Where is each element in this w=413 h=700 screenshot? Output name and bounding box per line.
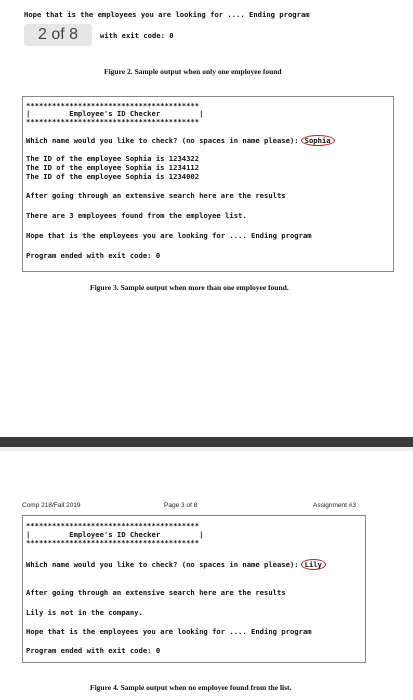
name-input-value[interactable]: Sophia: [301, 135, 335, 146]
console-hope-line-top: Hope that is the employees you are looking for .... Ending program: [24, 10, 310, 19]
prompt-text: Which name would you like to check? (no spaces in name please):: [26, 560, 299, 569]
exit-code-line-top: with exit code: 0: [100, 31, 174, 40]
ended-line: Program ended with exit code: 0: [26, 646, 161, 655]
prompt-line: [26, 559, 326, 570]
page-gap: [0, 447, 413, 451]
stars-bottom: ****************************************: [26, 117, 200, 126]
prompt-text: Which name would you like to check? (no spaces in name please):: [26, 136, 299, 145]
search-line: After going through an extensive search here are the results: [26, 588, 286, 597]
stars-top: ****************************************: [26, 101, 200, 110]
not-found-line: Lily is not in the company.: [26, 608, 143, 617]
page-counter-badge: 2 of 8: [24, 24, 92, 46]
stars-top: ****************************************: [26, 521, 200, 530]
name-input-value[interactable]: Lily: [301, 559, 326, 570]
hope-line: Hope that is the employees you are looking for .... Ending program: [26, 231, 312, 240]
figure2-caption: Figure 2. Sample output when only one employee found: [104, 67, 282, 76]
search-line: After going through an extensive search here are the results: [26, 191, 286, 200]
title-line: | Employee's ID Checker |: [26, 530, 204, 539]
found-count-line: There are 3 employees found from the employee list.: [26, 211, 247, 220]
figure3-caption: Figure 3. Sample output when more than one employee found.: [90, 283, 289, 292]
ended-line: Program ended with exit code: 0: [26, 251, 161, 260]
stars-bottom: ****************************************: [26, 538, 200, 547]
hope-line: Hope that is the employees you are looking for .... Ending program: [26, 627, 312, 636]
result-line-1: The ID of the employee Sophia is 1234322: [26, 154, 200, 163]
assignment-label: Assignment #3: [313, 502, 356, 509]
prompt-line: [26, 135, 335, 146]
console-output-multiple: [22, 96, 394, 272]
figure4-caption: Figure 4. Sample output when no employee found from the list.: [90, 683, 292, 692]
console-output-none: [22, 515, 366, 663]
page-separator: [0, 437, 413, 447]
course-label: Comp 218/Fall 2019: [22, 502, 81, 509]
title-line: | Employee's ID Checker |: [26, 109, 204, 118]
result-line-2: The ID of the employee Sophia is 1234112: [26, 163, 200, 172]
page-number: Page 3 of 8: [164, 502, 198, 509]
result-line-3: The ID of the employee Sophia is 1234002: [26, 172, 200, 181]
